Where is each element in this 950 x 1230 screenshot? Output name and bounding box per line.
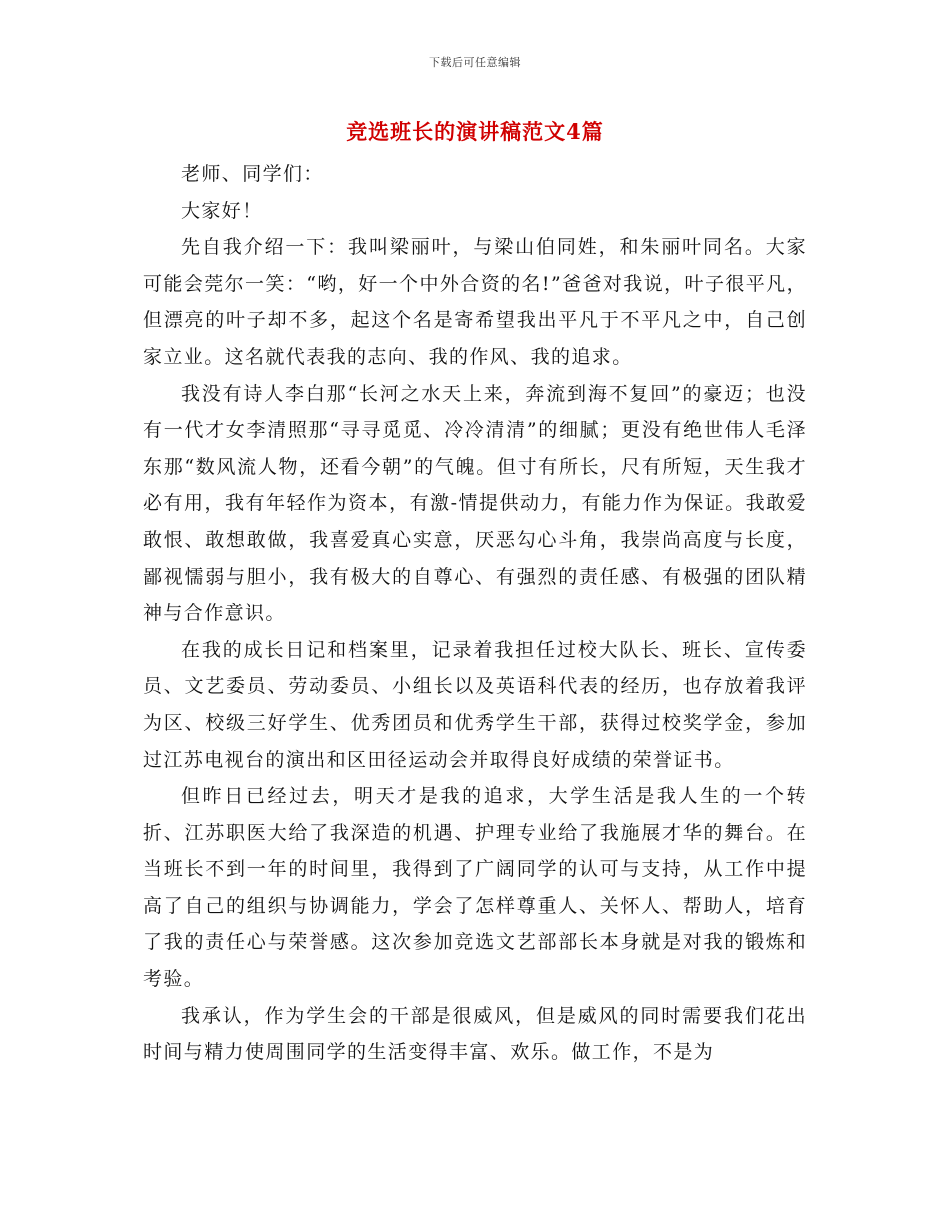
paragraph-greeting: 老师、同学们：	[181, 163, 324, 185]
paragraph-character: 我没有诗人李白那“长河之水天上来，奔流到海不复回”的豪迈；也没有一代才女李清照那“寻寻觅觅、冷冷清清”的细腻；更没有绝世伟人毛泽东那“数风流人物，还看今朝”的气魄。但寸有所长，尺有所短，天生我才必有用，我有年轻作为资本，有激-情提供动力，有能力作为保证。我敢爱敢恨、敢想敢做，我喜爱真心实意，厌恶勾心斗角，我崇尚高度与长度，鄙视懦弱与胆小，我有极大的自尊心、有强烈的责任感、有极强的团队精神与合作意识。	[143, 382, 807, 625]
paragraph-hello: 大家好！	[181, 199, 263, 222]
document-body	[143, 156, 807, 1071]
document-title: 竞选班长的演讲稿范文4篇	[346, 119, 604, 144]
header-note: 下载后可任意编辑	[429, 56, 521, 69]
paragraph-commitment: 我承认，作为学生会的干部是很威风，但是威风的同时需要我们花出时间与精力使周围同学的生活变得丰富、欢乐。做工作，不是为	[143, 1004, 807, 1064]
paragraph-introduction: 先自我介绍一下：我叫梁丽叶，与梁山伯同姓，和朱丽叶同名。大家可能会莞尔一笑：“哟，好一个中外合资的名!”爸爸对我说，叶子很平凡，但漂亮的叶子却不多，起这个名是寄希望我出平凡于不平凡之中，自己创家立业。这名就代表我的志向、我的作风、我的追求。	[143, 236, 807, 368]
paragraph-experience: 在我的成长日记和档案里，记录着我担任过校大队长、班长、宣传委员、文艺委员、劳动委员、小组长以及英语科代表的经历，也存放着我评为区、校级三好学生、优秀团员和优秀学生干部，获得过校奖学金，参加过江苏电视台的演出和区田径运动会并取得良好成绩的荣誉证书。	[143, 638, 807, 771]
paragraph-university: 但昨日已经过去，明天才是我的追求，大学生活是我人生的一个转折、江苏职医大给了我深造的机遇、护理专业给了我施展才华的舞台。在当班长不到一年的时间里，我得到了广阔同学的认可与支持，从工作中提高了自己的组织与协调能力，学会了怎样尊重人、关怀人、帮助人，培育了我的责任心与荣誉感。这次参加竞选文艺部部长本身就是对我的锻炼和考验。	[143, 785, 807, 991]
